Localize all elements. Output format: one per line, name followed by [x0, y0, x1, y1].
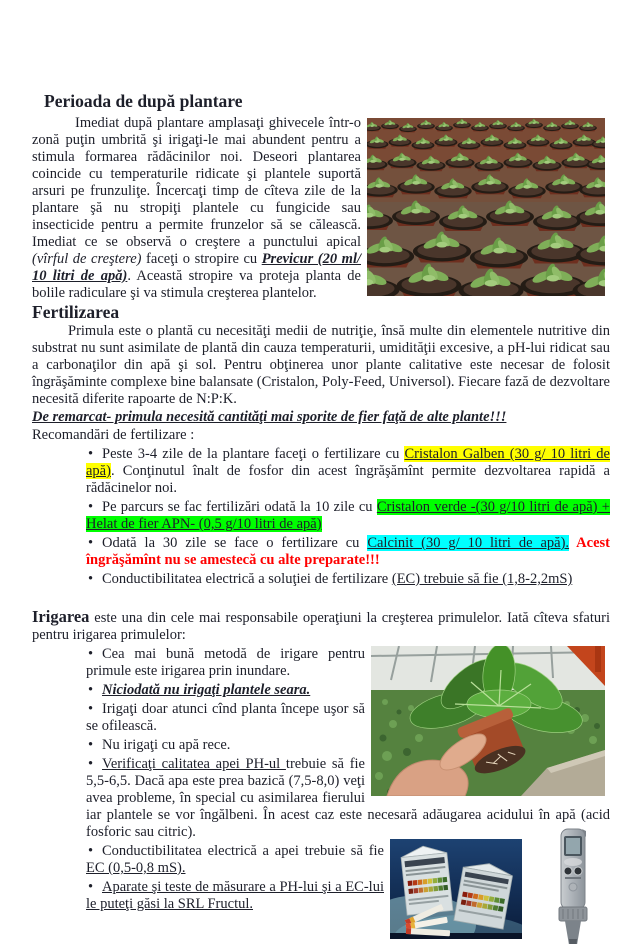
irrigation-bullet-cold-water: • Nu irigaţi cu apă rece. [32, 737, 610, 754]
bullet2-pre: Pe parcurs se fac fertilizări odată la 10 zile cu [102, 499, 377, 515]
planting-text-mid: faceţi o stropire cu [141, 251, 262, 267]
irrigation-intro-paragraph [32, 608, 610, 644]
planting-paragraph [32, 115, 610, 302]
water-ec-underlined: EC (0,5-0,8 mS). [86, 860, 186, 876]
bullet4-pre: Conductibilitatea electrică a soluţiei de fertilizare [102, 571, 392, 587]
iron-remark-line: De remarcat- primula necesită cantităţi mai sporite de fier faţă de alte plante!!! [32, 409, 507, 425]
bullet1-pre: Peste 3-4 zile de la plantare faceţi o fertilizare cu [102, 446, 405, 462]
seedlings-photo [367, 118, 605, 296]
fertilizer-bullet-ec [32, 571, 610, 588]
bullet3-pre: Odată la 30 zile se face o fertilizare cu [102, 535, 368, 551]
calcinit-warning-text: Acest îngrăşămînt nu se amestecă cu alte preparate!!! [86, 535, 610, 568]
devices-underlined-text: Aparate şi teste de măsurare a PH-lui şi a EC-lui le puteţi găsi la SRL Fructul. [86, 879, 384, 912]
previcur-emphasis: Previcur (20 ml/ 10 litri de apă) [32, 251, 361, 284]
fertilizer-bullet-cristalon-verde [32, 499, 610, 533]
recommendations-label: Recomandări de fertilizare : [32, 427, 195, 443]
irrigation-bullet-wilting: • Irigaţi doar atunci cînd planta începe uşor să se ofilească. [32, 701, 610, 735]
highlight-cristalon-galben: Cristalon Galben (30 g/ 10 litri de apă) [86, 446, 610, 479]
irrigation-intro-text: este una din cele mai responsabile operaţiuni la creşterea primulelor. Iată cîteva sfaturi pentru irigarea primulelor: [32, 610, 610, 643]
planting-text-start: Imediat după plantare amplasaţi ghivecele într-o zonă puţin umbrită şi irigaţi-le mai abundent pentru a stimula formarea rădăcinilor noi. Deseori plantarea coincide cu temperaturile ridicate şi plantele suportă arsuri pe frunzuliţe. Încercaţi timp de cîteva zile de la plantare şă nu stropiţi plantele cu fungicide sau insecticide pentru a permite frunzelor să se călească. Imediat ce se observă o creştere a punctului apical [32, 115, 361, 250]
ec-range-underlined: (EC) trebuie să fie (1,8-2,2mS) [391, 571, 573, 587]
seedlings-photo-graphic [367, 118, 605, 296]
fertilizer-bullet-cristalon-galben [32, 446, 610, 497]
section-title-perioada: Perioada de după plantare [44, 91, 243, 111]
fertilization-paragraph: Primula este o plantă cu necesităţi medii de nutriţie, însă multe din elementele nutritive din substrat nu sunt asimilate de plantă din cauza temperaturii, umidităţii excesive, a pH-lui ridicat sau a carbonaţilor din apă şi sol. Pentru obţinerea unor plante calitative este necesar de folosit îngrăşăminte complexe bine balansate (Cristalon, Poly-Feed, Universol). Fiecare fază de dezvoltare necesită diferite rapoarte de N:P:K. [32, 323, 610, 407]
fertilizer-bullet-calcinit [32, 535, 610, 569]
irrigation-bullet-ph [32, 756, 610, 841]
section-title-irigarea: Irigarea [32, 607, 90, 626]
irrigation-bullet-evening [32, 682, 610, 699]
irrigation-bullet-devices [32, 879, 610, 913]
water-ec-pre: Conductibilitatea electrică a apei trebuie să fie [102, 843, 384, 859]
ph-check-underlined: Verificaţi calitatea apei PH-ul [102, 756, 286, 772]
ph-check-rest: trebuie să fie 5,5-6,5. Dacă apa este prea bazică (7,5-8,0) veţi avea probleme, în special cu asimilarea fierului iar plantele se vor îngălbeni. În acest caz este necesară adăugarea acidului în apă (acid fosforic sau citric). [86, 756, 610, 840]
section-title-fertilizarea: Fertilizarea [32, 302, 120, 322]
highlight-calcinit: Calcinit (30 g/ 10 litri de apă). [367, 535, 570, 551]
planting-text-end: . Această stropire va proteja planta de bolile radiculare şi va stimula creşterea plantelor. [32, 268, 361, 301]
planting-text-italic: (vîrful de creştere) [32, 251, 142, 267]
irrigation-bullet-flood-method: • Cea mai bună metodă de irigare pentru primule este irigarea prin inundare. [32, 646, 610, 680]
irrigation-bullet-ec [32, 843, 610, 877]
evening-warning-text: Niciodată nu irigaţi plantele seara. [102, 682, 311, 698]
bullet1-post: . Conţinutul înalt de fosfor din acest îngrăşămînt permite dezvoltarea rapidă a rădăcinelor noi. [86, 463, 610, 496]
highlight-cristalon-verde: Cristalon verde -(30 g/10 litri de apă) + Helat de fier APN- (0,5 g/10 litri de apă) [86, 499, 610, 532]
irrigation-list [32, 646, 610, 913]
